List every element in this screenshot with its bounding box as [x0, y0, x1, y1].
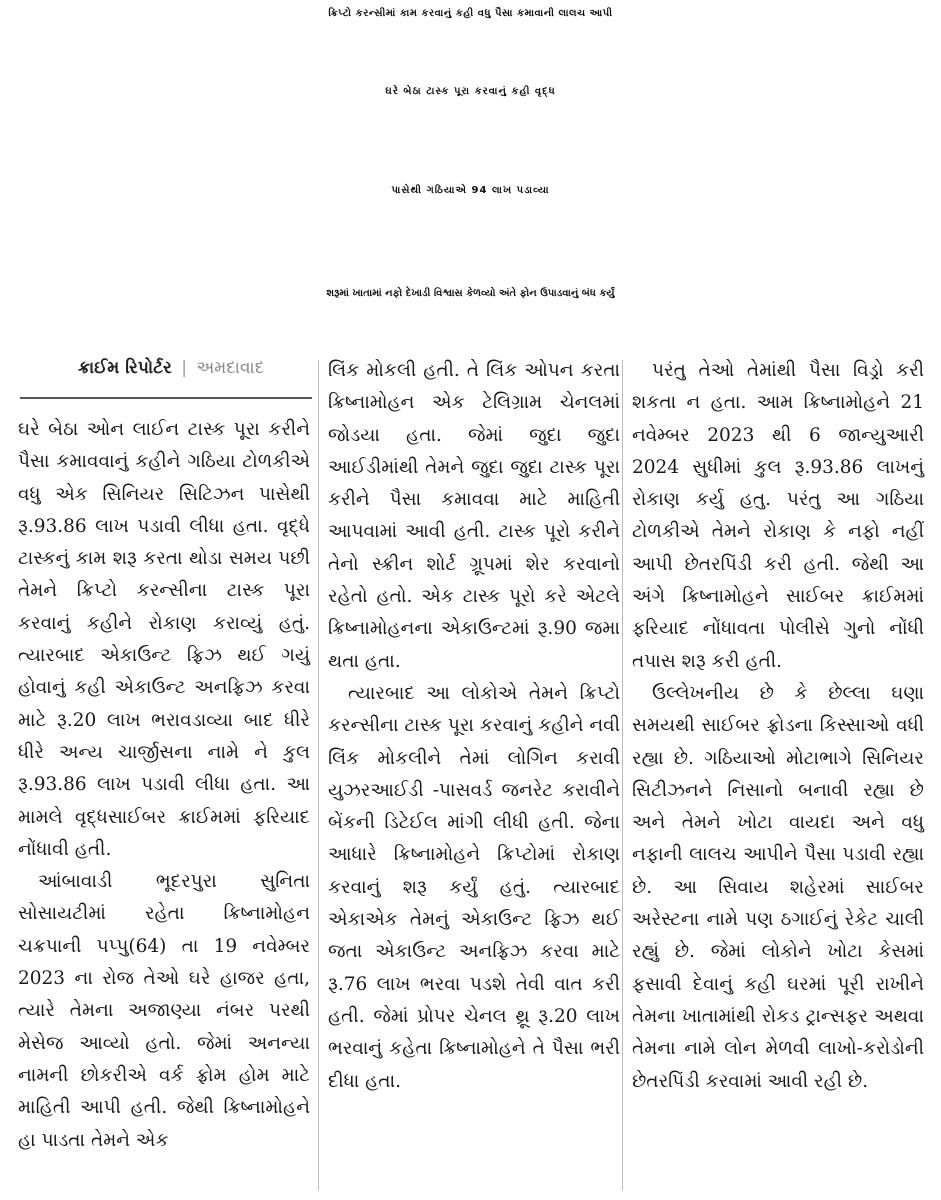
paragraph: પરંતુ તેઓ તેમાંથી પૈસા વિડ્રો કરી શકતા ન હતા. આમ ક્રિષ્નામોહને 21 નવેમ્બર 2023 થી 6 જાન્યુઆરી 2024 સુધીમાં કુલ રૂ.93.86 લાખનું રોકાણ કર્યુ હતુ. પરંતુ આ ગઠિયા ટોળકીએ તેમને રોકાણ કે નફો નહીં આપી છેતરપિંડી કરી હતી. જેથી આ અંગે ક્રિષ્નામોહને સાઈબર ક્રાઈમમાં ફરિયાદ નોંધાવતા પોલીસે ગુનો નોંધી તપાસ શરૂ કરી હતી.	[632, 360, 924, 672]
kicker-headline: ક્રિપ્ટો કરન્સીમાં કામ કરવાનું કહી વધુ પૈસા કમાવાની લાલચ આપી	[328, 8, 613, 19]
byline-rule	[20, 397, 312, 399]
sub-headline: શરૂમાં ખાતામાં નફો દેખાડી વિશ્વાસ કેળવ્યો અંતે ફોન ઉપાડવાનું બંધ કર્યું	[326, 288, 615, 299]
column-divider-1	[318, 360, 319, 1190]
article-column-1	[18, 414, 310, 1157]
main-headline-line-2: પાસેથી ગઠિયાએ 94 લાખ પડાવ્યા	[391, 185, 550, 196]
article-column-3	[632, 355, 924, 1098]
paragraph: લિંક મોકલી હતી. તે લિંક ઓપન કરતા ક્રિષ્નામોહન એક ટેલિગ્રામ ચેનલમાં જોડયા હતા. જેમાં જુદા જુદા આઈડીમાંથી તેમને જુદા જુદા ટાસ્ક પૂરા કરીને પૈસા કમાવવા માટે માહિતી આપવામાં આવી હતી. ટાસ્ક પૂરો કરીને તેનો સ્ક્રીન શોર્ટ ગ્રૂપમાં શેર કરવાનો રહેતો હતો. એક ટાસ્ક પૂરો કરે એટલે ક્રિષ્નામોહનના એકાઉન્ટમાં રૂ.90 જમા થતા હતા.	[328, 360, 620, 672]
main-headline-line-1: ઘરે બેઠા ટાસ્ક પૂરા કરવાનું કહી વૃદ્ધ	[385, 86, 556, 97]
byline-separator: |	[181, 358, 187, 378]
byline	[78, 358, 264, 378]
paragraph: આંબાવાડી ભૂદરપુરા સુનિતા સોસાયટીમાં રહેતા ક્રિષ્નામોહન ચક્રપાની પપ્પુ(64) તા 19 નવેમ્બર 2023 ના રોજ તેઓ ઘરે હાજર હતા, ત્યારે તેમના અજાણ્યા નંબર પરથી મેસેજ આવ્યો હતો. જેમાં અનન્યા નામની છોકરીએ વર્ક ફ્રોમ હોમ માટે માહિતી આપી હતી. જેથી ક્રિષ્નામોહને હા પાડતા તેમને એક	[18, 871, 310, 1151]
byline-reporter: ક્રાઈમ રિપોર્ટર	[78, 358, 172, 378]
paragraph: ત્યારબાદ આ લોકોએ તેમને ક્રિપ્ટો કરન્સીના ટાસ્ક પૂરા કરવાનું કહીને નવી લિંક મોકલીને તેમાં લોગિન કરાવી યુઝરઆઈડી -પાસવર્ડ જનરેટ કરાવીને બેંકની ડિટેઈલ માંગી લીધી હતી. જેના આધારે ક્રિષ્નામોહને ક્રિપ્ટોમાં રોકાણ કરવાનું શરૂ કર્યું હતું. ત્યારબાદ એકાએક તેમનું એકાઉન્ટ ફ્રિઝ થઈ જતા એકાઉન્ટ અનફ્રિઝ કરવા માટે રૂ.76 લાખ ભરવા પડશે તેવી વાત કરી હતી. જેમાં પ્રોપર ચેનલ થ્રૂ રૂ.20 લાખ ભરવાનું કહેતા ક્રિષ્નામોહને તે પૈસા ભરી દીધા હતા.	[328, 682, 620, 1092]
paragraph: ઘરે બેઠા ઓન લાઈન ટાસ્ક પૂરા કરીને પૈસા કમાવવાનું કહીને ગઠિયા ટોળકીએ વધુ એક સિનિયર સિટિઝન પાસેથી રૂ.93.86 લાખ પડાવી લીધા હતા. વૃદ્ધે ટાસ્કનું કામ શરૂ કરતા થોડા સમય પછી તેમને ક્રિપ્ટો કરન્સીના ટાસ્ક પૂરા કરવાનું કહીને રોકાણ કરાવ્યું હતું. ત્યારબાદ એકાઉન્ટ ફ્રિઝ થઈ ગયું હોવાનું કહી એકાઉન્ટ અનફ્રિઝ કરવા માટે રૂ.20 લાખ ભરાવડાવ્યા બાદ ધીરે ધીરે અન્ય ચાર્જીસના નામે ને કુલ રૂ.93.86 લાખ પડાવી લીધા હતા. આ મામલે વૃદ્ધસાઈબર ક્રાઈમમાં ફરિયાદ નોંધાવી હતી.	[18, 419, 310, 860]
paragraph: ઉલ્લેખનીય છે કે છેલ્લા ઘણા સમયથી સાઈબર ફ્રોડના કિસ્સાઓ વધી રહ્યા છે. ગઠિયાઓ મોટાભાગે સિનિયર સિટીઝનને નિસાનો બનાવી રહ્યા છે અને તેમને ખોટા વાયદા અને વધુ નફાની લાલચ આપીને પૈસા પડાવી રહ્યા છે. આ સિવાય શહેરમાં સાઈબર અરેસ્ટના નામે પણ ઠગાઈનું રેકેટ ચાલી રહ્યું છે. જેમાં લોકોને ખોટા કેસમાં ફસાવી દેવાનું કહી ઘરમાં પૂરી રાખીને તેમના ખાતામાંથી રોકડ ટ્રાન્સફર અથવા તેમના નામે લોન મેળવી લાખો-કરોડોની છેતરપિંડી કરવામાં આવી રહી છે.	[632, 682, 924, 1092]
column-divider-2	[622, 360, 623, 1190]
article-column-2	[328, 355, 620, 1098]
byline-city: અમદાવાદ	[196, 358, 265, 378]
